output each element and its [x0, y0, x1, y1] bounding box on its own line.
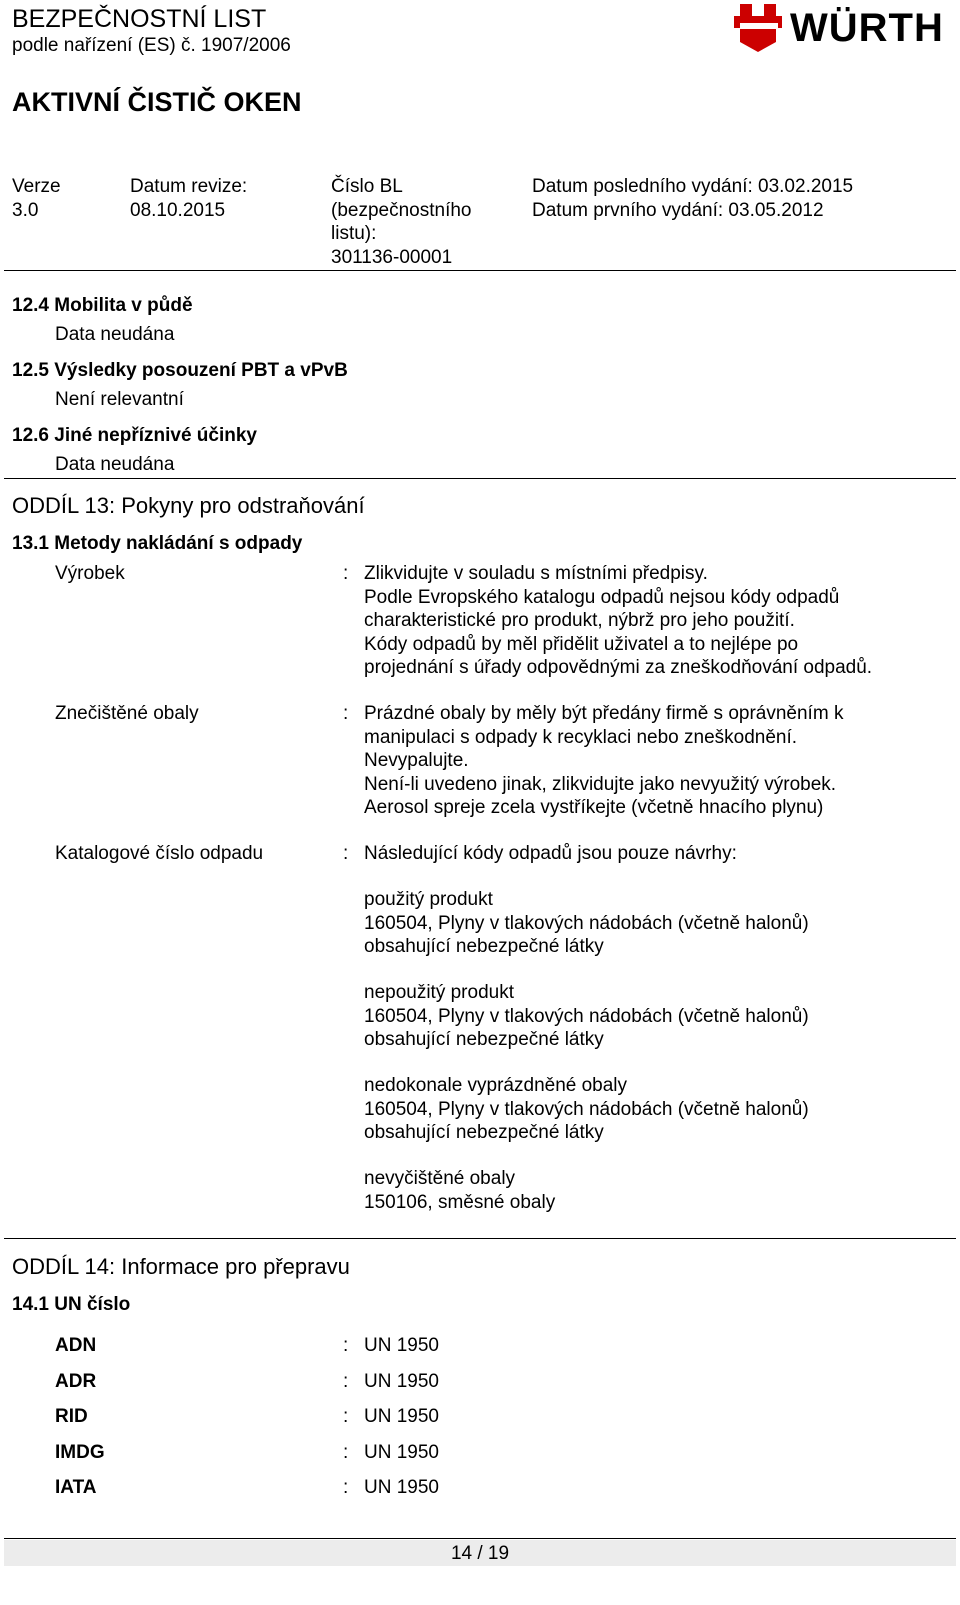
product-disposal-label: Výrobek — [55, 563, 125, 584]
waste-code-entry — [364, 1167, 555, 1214]
packaging-disposal-text — [364, 702, 843, 820]
colon: : — [343, 843, 349, 864]
waste-code-name: nedokonale vyprázdněné obaly — [364, 1075, 628, 1096]
revision-value: 08.10.2015 — [130, 199, 226, 221]
waste-code-entry — [364, 981, 809, 1052]
transport-mode-iata: IATA — [55, 1477, 97, 1498]
brand-wordmark: WÜRTH — [790, 6, 944, 50]
subsection-12-6-title: 12.6 Jiné nepříznivé účinky — [12, 425, 257, 446]
transport-mode-imdg: IMDG — [55, 1442, 105, 1463]
subsection-12-5-value: Není relevantní — [55, 389, 184, 410]
waste-code-line: 150106, směsné obaly — [364, 1191, 556, 1213]
section-14-title: ODDÍL 14: Informace pro přepravu — [12, 1254, 350, 1279]
sds-number-value: 301136-00001 — [331, 246, 453, 268]
waste-code-line: 160504, Plyny v tlakových nádobách (včetně halonů) — [364, 1005, 809, 1027]
waste-code-name: nepoužitý produkt — [364, 982, 514, 1003]
colon: : — [343, 1477, 349, 1498]
product-disposal-text — [364, 562, 872, 680]
last-issue-date: Datum posledního vydání: 03.02.2015 — [532, 176, 854, 197]
transport-mode-adn: ADN — [55, 1335, 97, 1356]
sds-number-label-3: listu): — [331, 223, 377, 244]
waste-code-line: obsahující nebezpečné látky — [364, 1122, 604, 1143]
waste-catalog-label: Katalogové číslo odpadu — [55, 843, 264, 864]
version-label: Verze — [12, 176, 61, 197]
text-line: Nevypalujte. — [364, 750, 469, 771]
product-name: AKTIVNÍ ČISTIČ OKEN — [12, 87, 302, 117]
un-number-rid: UN 1950 — [364, 1406, 439, 1427]
subsection-12-4-title: 12.4 Mobilita v půdě — [12, 295, 193, 316]
text-line: Není-li uvedeno jinak, zlikvidujte jako nevyužitý výrobek. — [364, 773, 837, 795]
text-line: manipulaci s odpady k recyklaci nebo zneškodnění. — [364, 726, 798, 748]
colon: : — [343, 703, 349, 724]
colon: : — [343, 1371, 349, 1392]
regulation-reference: podle nařízení (ES) č. 1907/2006 — [12, 35, 291, 56]
sds-number-label-2: (bezpečnostního — [331, 199, 472, 221]
section-13-title: ODDÍL 13: Pokyny pro odstraňování — [12, 493, 365, 518]
document-title: BEZPEČNOSTNÍ LIST — [12, 5, 267, 33]
waste-code-line: obsahující nebezpečné látky — [364, 936, 604, 957]
transport-mode-adr: ADR — [55, 1371, 97, 1392]
subsection-12-6-value: Data neudána — [55, 454, 175, 475]
waste-code-line: 160504, Plyny v tlakových nádobách (včetně halonů) — [364, 1098, 809, 1120]
sds-number-label-1: Číslo BL — [331, 176, 403, 197]
version-block — [12, 175, 61, 222]
text-line: Aerosol spreje zcela vystříkejte (včetně hnacího plynu) — [364, 797, 824, 818]
first-issue-date: Datum prvního vydání: 03.05.2012 — [532, 199, 824, 221]
waste-code-entry — [364, 888, 809, 959]
text-line: Kódy odpadů by měl přidělit uživatel a to nejlépe po — [364, 633, 799, 655]
waste-code-line: 160504, Plyny v tlakových nádobách (včetně halonů) — [364, 912, 809, 934]
un-number-adr: UN 1950 — [364, 1371, 439, 1392]
colon: : — [343, 563, 349, 584]
un-number-iata: UN 1950 — [364, 1477, 439, 1498]
un-number-imdg: UN 1950 — [364, 1442, 439, 1463]
wurth-logo — [734, 2, 956, 54]
sds-number-block — [331, 175, 472, 269]
footer-divider — [4, 1538, 956, 1539]
text-line: Zlikvidujte v souladu s místními předpisy. — [364, 563, 708, 584]
transport-mode-rid: RID — [55, 1406, 88, 1427]
text-line: Podle Evropského katalogu odpadů nejsou kódy odpadů — [364, 586, 840, 608]
subsection-12-4-value: Data neudána — [55, 324, 175, 345]
subsection-13-1-title: 13.1 Metody nakládání s odpady — [12, 533, 303, 554]
waste-code-name: nevyčištěné obaly — [364, 1168, 516, 1189]
colon: : — [343, 1335, 349, 1356]
colon: : — [343, 1442, 349, 1463]
issue-dates-block — [532, 175, 853, 222]
section-14-divider — [4, 1238, 956, 1239]
packaging-disposal-label: Znečištěné obaly — [55, 703, 199, 724]
un-number-adn: UN 1950 — [364, 1335, 439, 1356]
waste-code-line: obsahující nebezpečné látky — [364, 1029, 604, 1050]
waste-code-entry — [364, 1074, 809, 1145]
revision-block — [130, 175, 247, 222]
colon: : — [343, 1406, 349, 1427]
revision-label: Datum revize: — [130, 176, 248, 197]
page-number: 14 / 19 — [450, 1543, 510, 1564]
text-line: charakteristické pro produkt, nýbrž pro jeho použití. — [364, 610, 795, 631]
text-line: Prázdné obaly by měly být předány firmě s oprávněním k — [364, 703, 844, 724]
header-divider — [4, 270, 956, 271]
waste-catalog-intro: Následující kódy odpadů jsou pouze návrhy: — [364, 843, 737, 864]
subsection-14-1-title: 14.1 UN číslo — [12, 1294, 131, 1315]
version-value: 3.0 — [12, 199, 39, 221]
section-13-divider — [4, 478, 956, 479]
subsection-12-5-title: 12.5 Výsledky posouzení PBT a vPvB — [12, 360, 348, 381]
waste-code-name: použitý produkt — [364, 889, 493, 910]
text-line: projednání s úřady odpovědnými za zneškodňování odpadů. — [364, 657, 873, 678]
